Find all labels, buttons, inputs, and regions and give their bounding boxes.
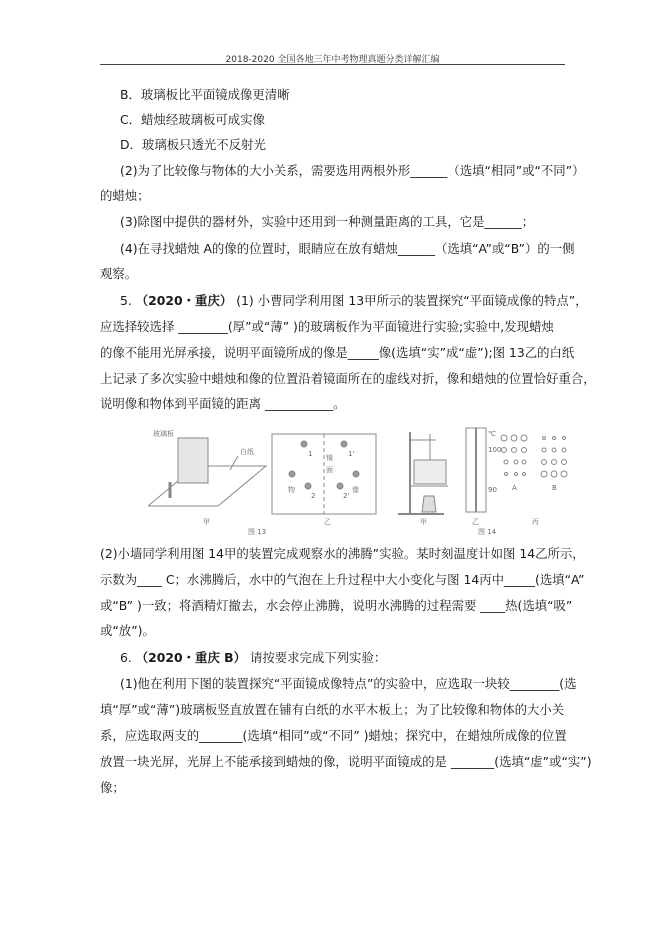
option-d: D．玻璃板只透光不反射光: [120, 137, 266, 152]
q6-line6: 像；: [100, 780, 125, 795]
fig13-point-1p-label: 1': [348, 450, 355, 458]
fig13-label-yi: 乙: [324, 518, 331, 526]
fig14-label-bing: 丙: [532, 518, 539, 526]
figures-svg: [148, 426, 588, 536]
fig13-point-image: [353, 471, 359, 477]
fig14-bubbles-a: [501, 435, 527, 476]
fig13-point-2p-label: 2': [343, 492, 350, 500]
fig13-point-1: [301, 441, 307, 447]
q4-sub2-line2: 的蜡烛；: [100, 188, 150, 203]
fig14-bubbles-b: [541, 437, 567, 478]
fig13-point-2p: [337, 483, 343, 489]
fig14-label-yi: 乙: [472, 518, 479, 526]
q6-source: （2020・重庆 B）: [135, 650, 246, 665]
q5-number: 5.: [120, 293, 132, 308]
fig13-point-2: [305, 483, 311, 489]
q4-sub4-line1: (4)在寻找蜡烛 A的像的位置时，眼睛应在放有蜡烛______（选填“A”或“B”）的一侧: [120, 241, 575, 256]
q5-source: （2020・重庆）: [135, 293, 233, 308]
q5-line5: 说明像和物体到平面镜的距离 ___________。: [100, 396, 346, 411]
figure-13: [148, 434, 376, 514]
q6-line2: (1)他在利用下图的装置探究“平面镜成像特点”的实验中，应选取一块较________(选: [120, 676, 577, 691]
fig14-unit: ℃: [488, 430, 496, 438]
fig13-point-2-label: 2: [311, 492, 316, 500]
q5-text: (1) 小曹同学利用图 13甲所示的装置探究“平面镜成像的特点”，: [236, 293, 588, 308]
fig14-label-a: A: [512, 484, 517, 492]
q5-line1: [120, 292, 588, 309]
q5-line7: 示数为____ C；水沸腾后，水中的气泡在上升过程中大小变化与图 14丙中_____(选填“A”: [100, 572, 585, 587]
fig14-caption: 图 14: [478, 528, 497, 536]
fig14-tick-90: 90: [488, 486, 497, 494]
fig13-paper-label: 白纸: [240, 448, 254, 456]
q5-line8: 或“B” )一致；将酒精灯撤去，水会停止沸腾，说明水沸腾的过程需要 ____热(选填“吸”: [100, 598, 573, 613]
fig13-mirror-label-2: 面: [326, 466, 333, 474]
q4-sub3: (3)除图中提供的器材外，实验中还用到一种测量距离的工具，它是______；: [120, 214, 535, 229]
page-header: 2018-2020 全国各地三年中考物理真题分类详解汇编: [225, 55, 440, 65]
fig14-label-jia: 甲: [420, 518, 427, 526]
q6-line4: 系，应选取两支的_______(选填“相同”或“不同” )蜡烛；探究中，在蜡烛所成像的位置: [100, 728, 567, 743]
figure-14: [398, 428, 567, 514]
fig14-label-b: B: [552, 484, 557, 492]
q4-sub4-line2: 观察。: [100, 266, 138, 281]
fig13-image-label: 像: [352, 486, 359, 494]
q6-line5: 放置一块光屏，光屏上不能承接到蜡烛的像，说明平面镜成的是 _______(选填“虚”或“实”): [100, 754, 592, 769]
figure-row: [148, 426, 588, 536]
fig14-tick-100: 100: [488, 446, 502, 454]
fig14-alcohol-lamp: [422, 496, 436, 512]
q4-sub2-line1: (2)为了比较像与物体的大小关系，需要选用两根外形______（选填“相同”或“不同”）: [120, 163, 585, 178]
q6-text: 请按要求完成下列实验：: [249, 650, 387, 665]
q6-number: 6.: [120, 650, 132, 665]
fig13-mirror-label-1: 镜: [326, 454, 333, 462]
q6-line1: [120, 649, 565, 666]
fig13-label-jia: 甲: [203, 518, 210, 526]
fig14-beaker: [414, 460, 446, 484]
q5-line9: 或“放”)。: [100, 623, 155, 638]
fig13-paper: [272, 434, 376, 514]
fig13-glass-label: 玻璃板: [153, 430, 174, 438]
fig13-object-label: 物: [288, 486, 295, 494]
q5-line6: (2)小墙同学利用图 14甲的装置完成观察水的沸腾”实验。某时刻温度计如图 14乙所示，: [100, 546, 585, 561]
header-rule: [100, 64, 565, 65]
fig13-paper-pointer: [230, 456, 238, 470]
fig13-glass-plate: [178, 438, 208, 483]
fig13-point-1-label: 1: [308, 450, 313, 458]
fig13-point-1p: [341, 441, 347, 447]
q5-line4: 上记录了多次实验中蜡烛和像的位置沿着镜面所在的虚线对折，像和蜡烛的位置恰好重合，: [100, 371, 596, 386]
q5-line3: 的像不能用光屏承接，说明平面镜所成的像是_____像(选填“实”成“虚”);图 13乙的白纸: [100, 345, 575, 360]
fig13-caption: 图 13: [248, 528, 267, 536]
option-b: B．玻璃板比平面镜成像更清晰: [120, 87, 290, 102]
option-c: C．蜡烛经玻璃板可成实像: [120, 112, 265, 127]
q5-line2: 应选择较选择 ________(厚”或“薄” )的玻璃板作为平面镜进行实验;实验中,发现蜡烛: [100, 319, 554, 334]
fig13-point-a: [289, 471, 295, 477]
q6-line3: 填“厚”或“薄”)玻璃板竖直放置在铺有白纸的水平木板上；为了比较像和物体的大小关: [100, 702, 565, 717]
